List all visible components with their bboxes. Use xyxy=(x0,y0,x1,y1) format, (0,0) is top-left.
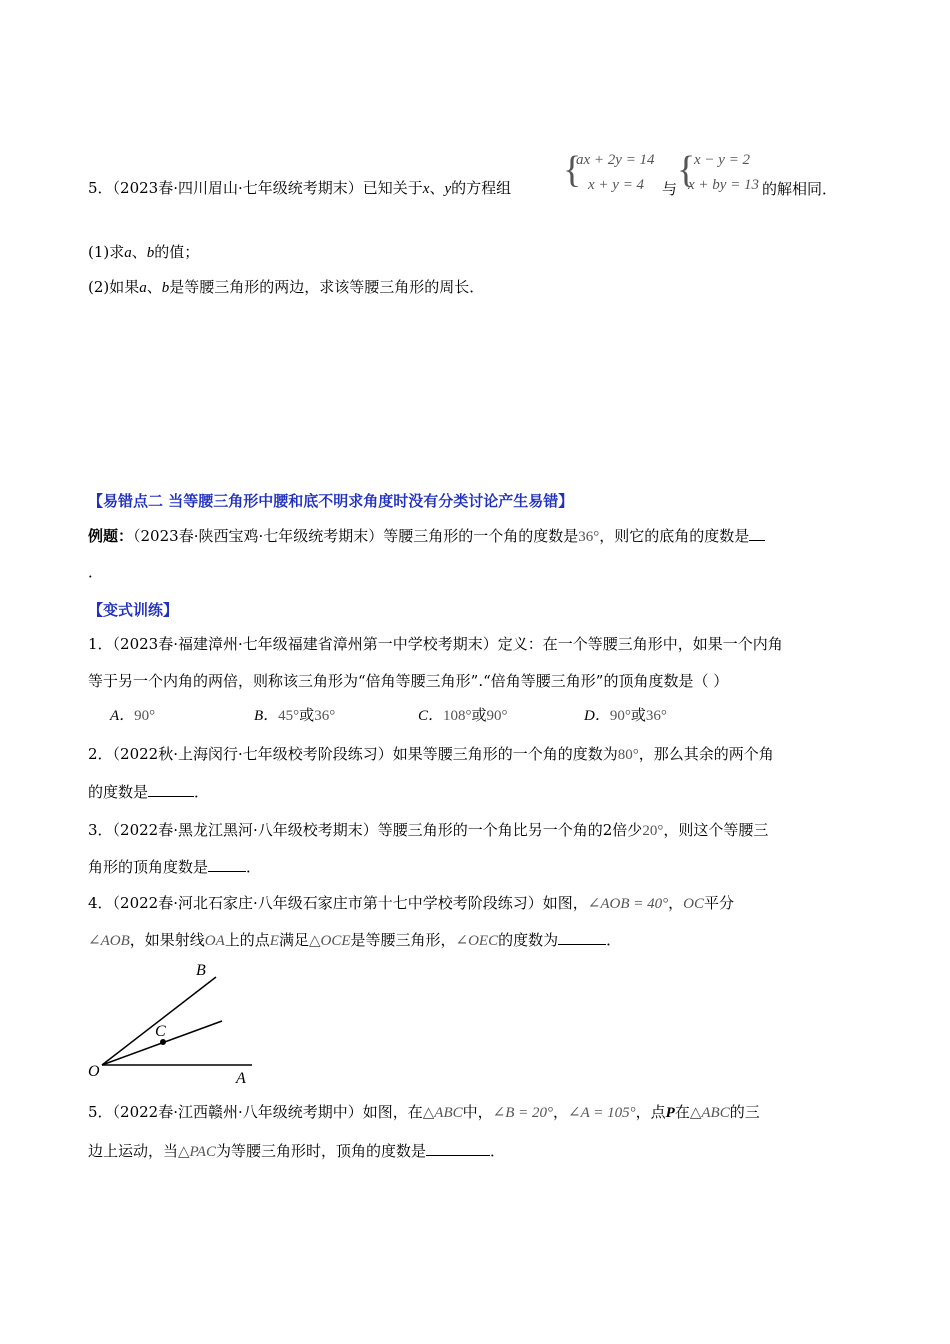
option-a[interactable] xyxy=(110,705,155,726)
separator: 、 xyxy=(146,278,162,296)
q4-triangle-oce: △OCE xyxy=(308,933,351,949)
q4-angle-oec: ∠OEC xyxy=(455,933,499,949)
var-b: b xyxy=(161,280,170,296)
q5b-point-text: ，点 xyxy=(635,1103,666,1121)
option-value: 90° xyxy=(134,708,156,724)
option-or: 或 xyxy=(630,706,646,724)
q5b-triangle-abc: △ABC xyxy=(422,1105,463,1121)
option-or: 或 xyxy=(471,706,487,724)
v-q3-line1 xyxy=(88,820,768,841)
with-text: 与 xyxy=(662,180,678,198)
example-text: （2023春·陕西宝鸡·七年级统考期末）等腰三角形的一个角的度数是 xyxy=(133,527,579,545)
label-b: B xyxy=(196,962,206,979)
q4-condition: ∠AOB = 40° xyxy=(587,896,669,912)
option-value: 108° xyxy=(443,708,472,724)
part1-prefix: (1)求 xyxy=(88,243,125,261)
v-q1-line2: 等于另一个内角的两倍，则称该三角形为“倍角等腰三角形”.“倍角等腰三角形”的顶角度数是（ ） xyxy=(88,672,729,690)
label-o: O xyxy=(88,1063,100,1080)
part2-prefix: (2)如果 xyxy=(88,278,140,296)
section2-title: 【易错点二 当等腰三角形中腰和底不明求角度时没有分类讨论产生易错】 xyxy=(88,492,574,510)
period: ． xyxy=(194,783,210,801)
left-brace-1: { xyxy=(563,149,582,191)
example-label: 例题： xyxy=(88,527,134,545)
var-a: a xyxy=(139,280,147,296)
option-label: C． xyxy=(418,708,444,724)
q5b-triangle-pac: △PAC xyxy=(178,1144,216,1160)
example-line xyxy=(88,526,765,547)
v-q2-line1 xyxy=(88,744,774,765)
q2-text-2: ，那么其余的两个角 xyxy=(638,745,774,763)
example-end: ，则它的底角的度数是 xyxy=(599,527,750,545)
q4-text: 4．（2022春·河北石家庄·八年级石家庄市第十七中学校考阶段练习）如图， xyxy=(88,894,588,912)
q4-text-7: 的度数为 xyxy=(498,931,559,949)
q4-text-6: 是等腰三角形， xyxy=(350,931,456,949)
q5b-text: 5．（2022春·江西赣州·八年级统考期中）如图，在 xyxy=(88,1103,423,1121)
q4-text-3: ，如果射线 xyxy=(129,931,205,949)
option-c[interactable] xyxy=(418,705,508,726)
option-label: A． xyxy=(110,708,135,724)
label-a: A xyxy=(236,1070,246,1087)
q5b-text-3: 边上运动，当 xyxy=(88,1142,179,1160)
period: ． xyxy=(246,858,262,876)
q4-oc: OC xyxy=(683,896,704,912)
q2-text: 2．（2022秋·上海闵行·七年级校考阶段练习）如果等腰三角形的一个角的度数为 xyxy=(88,745,618,763)
option-or: 或 xyxy=(299,706,315,724)
q4-oa: OA xyxy=(204,933,225,949)
q5b-text-4: 为等腰三角形时，顶角的度数是 xyxy=(215,1142,426,1160)
separator: 、 xyxy=(429,179,445,197)
v-q5-line1 xyxy=(88,1102,760,1123)
q5-part1 xyxy=(88,242,199,263)
angle-figure xyxy=(80,955,270,1090)
separator: 、 xyxy=(131,243,147,261)
system2-row2: x + by = 13 xyxy=(688,177,760,193)
var-x: x xyxy=(422,181,430,197)
q5b-answer-blank[interactable] xyxy=(426,1141,490,1156)
q5b-on: 在 xyxy=(674,1103,690,1121)
v-q3-line2 xyxy=(88,857,261,877)
q5-end-text: 的解相同． xyxy=(762,180,838,198)
part2-suffix: 是等腰三角形的两边，求该等腰三角形的周长． xyxy=(169,278,485,296)
system2-row1: x − y = 2 xyxy=(694,152,751,168)
q5b-angle-a: ∠A = 105° xyxy=(568,1105,636,1121)
var-y: y xyxy=(444,181,452,197)
q4-e: E xyxy=(269,933,279,949)
q5b-triangle-abc-2: △ABC xyxy=(689,1105,730,1121)
option-value-2: 36° xyxy=(314,708,336,724)
q2-angle: 80° xyxy=(617,747,639,763)
left-brace-2: { xyxy=(677,149,696,191)
label-c: C xyxy=(155,1023,166,1040)
q3-angle: 20° xyxy=(642,823,664,839)
q5b-text-2: 的三 xyxy=(729,1103,760,1121)
option-b[interactable] xyxy=(254,705,335,726)
q3-answer-blank[interactable] xyxy=(208,857,246,872)
v-q5-line2 xyxy=(88,1141,505,1162)
option-label: B． xyxy=(254,708,279,724)
q5b-p: P xyxy=(665,1105,675,1121)
period: ． xyxy=(606,931,622,949)
v-q1-line1: 1．（2023春·福建漳州·七年级福建省漳州第一中学校考期末）定义：在一个等腰三角形中，如果一个内角 xyxy=(88,635,783,653)
comma: ， xyxy=(668,894,684,912)
q2-text-3: 的度数是 xyxy=(88,783,149,801)
q4-text-5: 满足 xyxy=(278,931,309,949)
q5b-angle-b: ∠B = 20° xyxy=(492,1105,554,1121)
q5-mid-text: 的方程组 xyxy=(451,179,512,197)
q4-answer-blank[interactable] xyxy=(558,930,606,945)
period: ． xyxy=(489,1142,505,1160)
variant-title: 【变式训练】 xyxy=(88,601,179,619)
option-label: D． xyxy=(584,708,610,724)
system1-row2: x + y = 4 xyxy=(588,177,645,193)
v-q4-line1 xyxy=(88,893,734,914)
option-value: 45° xyxy=(278,708,300,724)
var-b: b xyxy=(146,245,155,261)
v-q2-line2 xyxy=(88,782,209,802)
q3-text: 3．（2022春·黑龙江黑河·八年级校考期末）等腰三角形的一个角比另一个角的2倍少 xyxy=(88,821,643,839)
q5b-in: 中， xyxy=(462,1103,493,1121)
var-a: a xyxy=(124,245,132,261)
q3-text-3: 角形的顶角度数是 xyxy=(88,858,209,876)
q4-angle-aob: ∠AOB xyxy=(88,933,130,949)
q5-part2 xyxy=(88,277,484,298)
part1-suffix: 的值； xyxy=(154,243,200,261)
q2-answer-blank[interactable] xyxy=(148,782,194,797)
ray-ob xyxy=(102,977,216,1065)
v-q4-line2 xyxy=(88,930,621,951)
option-value-2: 36° xyxy=(645,708,667,724)
q5-source: （2023春·四川眉山·七年级统考期末）已知关于 xyxy=(112,179,423,197)
q5-number: 5． xyxy=(88,179,113,197)
q3-text-2: ，则这个等腰三 xyxy=(663,821,769,839)
q4-text-4: 上的点 xyxy=(224,931,270,949)
option-value-2: 90° xyxy=(486,708,508,724)
example-answer-blank[interactable] xyxy=(749,526,765,541)
system1-row1: ax + 2y = 14 xyxy=(576,152,655,168)
option-value: 90° xyxy=(609,708,631,724)
q4-text-2: 平分 xyxy=(703,894,734,912)
q5-intro-line xyxy=(88,178,511,199)
option-d[interactable] xyxy=(584,705,667,726)
example-angle: 36° xyxy=(578,529,600,545)
comma: ， xyxy=(553,1103,569,1121)
example-period: ． xyxy=(88,563,104,581)
